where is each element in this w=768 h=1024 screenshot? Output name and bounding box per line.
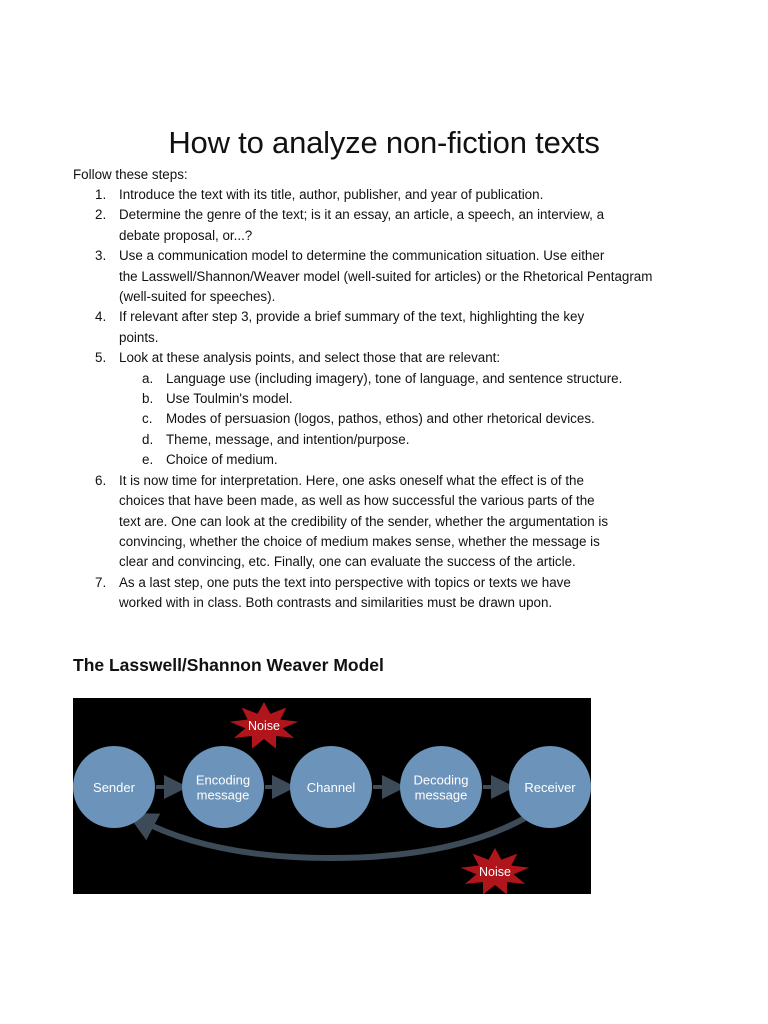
node-sender [73,746,155,828]
sub-item-text: Theme, message, and intention/purpose. [166,431,410,447]
sub-item-text: Modes of persuasion (logos, pathos, ethos) and other rhetorical devices. [166,411,595,427]
step-item [73,348,713,470]
step-text-line: debate proposal, or...? [119,227,253,243]
step-text-line: As a last step, one puts the text into perspective with topics or texts we have [119,574,571,590]
model-heading: The Lasswell/Shannon Weaver Model [73,655,384,675]
noise-label: Noise [479,865,511,879]
step-number: 4. [95,309,107,325]
step-number: 1. [95,187,107,202]
step-text-line: the Lasswell/Shannon/Weaver model (well-suited for articles) or the Rhetorical Pentagram [119,268,653,284]
sub-item [119,409,713,429]
step-item [73,185,713,205]
node-decoding [400,746,482,828]
step-text: Introduce the text with its title, author, publisher, and year of publication. [119,187,544,202]
intro-text: Follow these steps: [73,167,188,182]
step-text-line: text are. One can look at the credibility of the sender, whether the argumentation is [119,513,609,529]
node-channel [290,746,372,828]
step-text-line: choices that have been made, as well as how successful the various parts of the [119,493,595,509]
step-text-line: It is now time for interpretation. Here, one asks oneself what the effect is of the [119,472,584,488]
sub-item-letter: d. [142,431,154,447]
step-item [73,471,713,573]
noise-burst [230,702,299,749]
step-text-line: convincing, whether the choice of medium makes sense, whether the message is [119,533,600,549]
step-item [73,307,713,348]
sub-item-letter: e. [142,452,154,468]
step-text-line: worked with in class. Both contrasts and similarities must be drawn upon. [119,595,553,611]
node-label: Encoding [195,772,251,788]
step-text-line: Use a communication model to determine the communication situation. Use either [119,248,605,264]
node-encoding [182,746,264,828]
node-label: Channel [306,780,356,795]
node-receiver [509,746,591,828]
node-label: Receiver [524,780,576,795]
step-item [73,205,713,246]
step-item [73,573,713,614]
steps-list [73,185,713,614]
sub-item-text: Use Toulmin's model. [166,391,293,407]
sub-item [119,369,713,389]
sub-item-letter: c. [142,411,153,427]
node-label: message [414,787,468,803]
step-item [73,246,713,307]
sub-item-text: Choice of medium. [166,452,278,468]
sub-item [119,450,713,470]
sub-item [119,389,713,409]
step-number: 5. [95,350,107,366]
node-label: message [196,787,250,803]
node-label: Decoding [413,772,469,788]
step-number: 6. [95,472,107,488]
step-number: 2. [95,207,107,223]
communication-model-diagram [73,698,591,894]
diagram-canvas [73,698,591,894]
sub-item-text: Language use (including imagery), tone of language, and sentence structure. [166,370,623,386]
step-text: Look at these analysis points, and select those that are relevant: [119,350,501,366]
sub-item [119,430,713,450]
page-title: How to analyze non-fiction texts [168,124,600,160]
noise-label: Noise [248,719,280,733]
step-text-line: (well-suited for speeches). [119,289,276,305]
noise-burst [461,848,530,894]
step-text-line: Determine the genre of the text; is it an essay, an article, a speech, an interview, a [119,207,605,223]
step-text-line: If relevant after step 3, provide a brief summary of the text, highlighting the key [119,309,585,325]
step-number: 7. [95,574,107,590]
step-text-line: points. [119,329,159,345]
sub-item-letter: a. [142,370,154,386]
node-label: Sender [93,780,135,795]
step-text-line: clear and convincing, etc. Finally, one can evaluate the success of the article. [119,554,576,570]
step-number: 3. [95,248,107,264]
sub-list [119,369,713,471]
sub-item-letter: b. [142,391,154,407]
